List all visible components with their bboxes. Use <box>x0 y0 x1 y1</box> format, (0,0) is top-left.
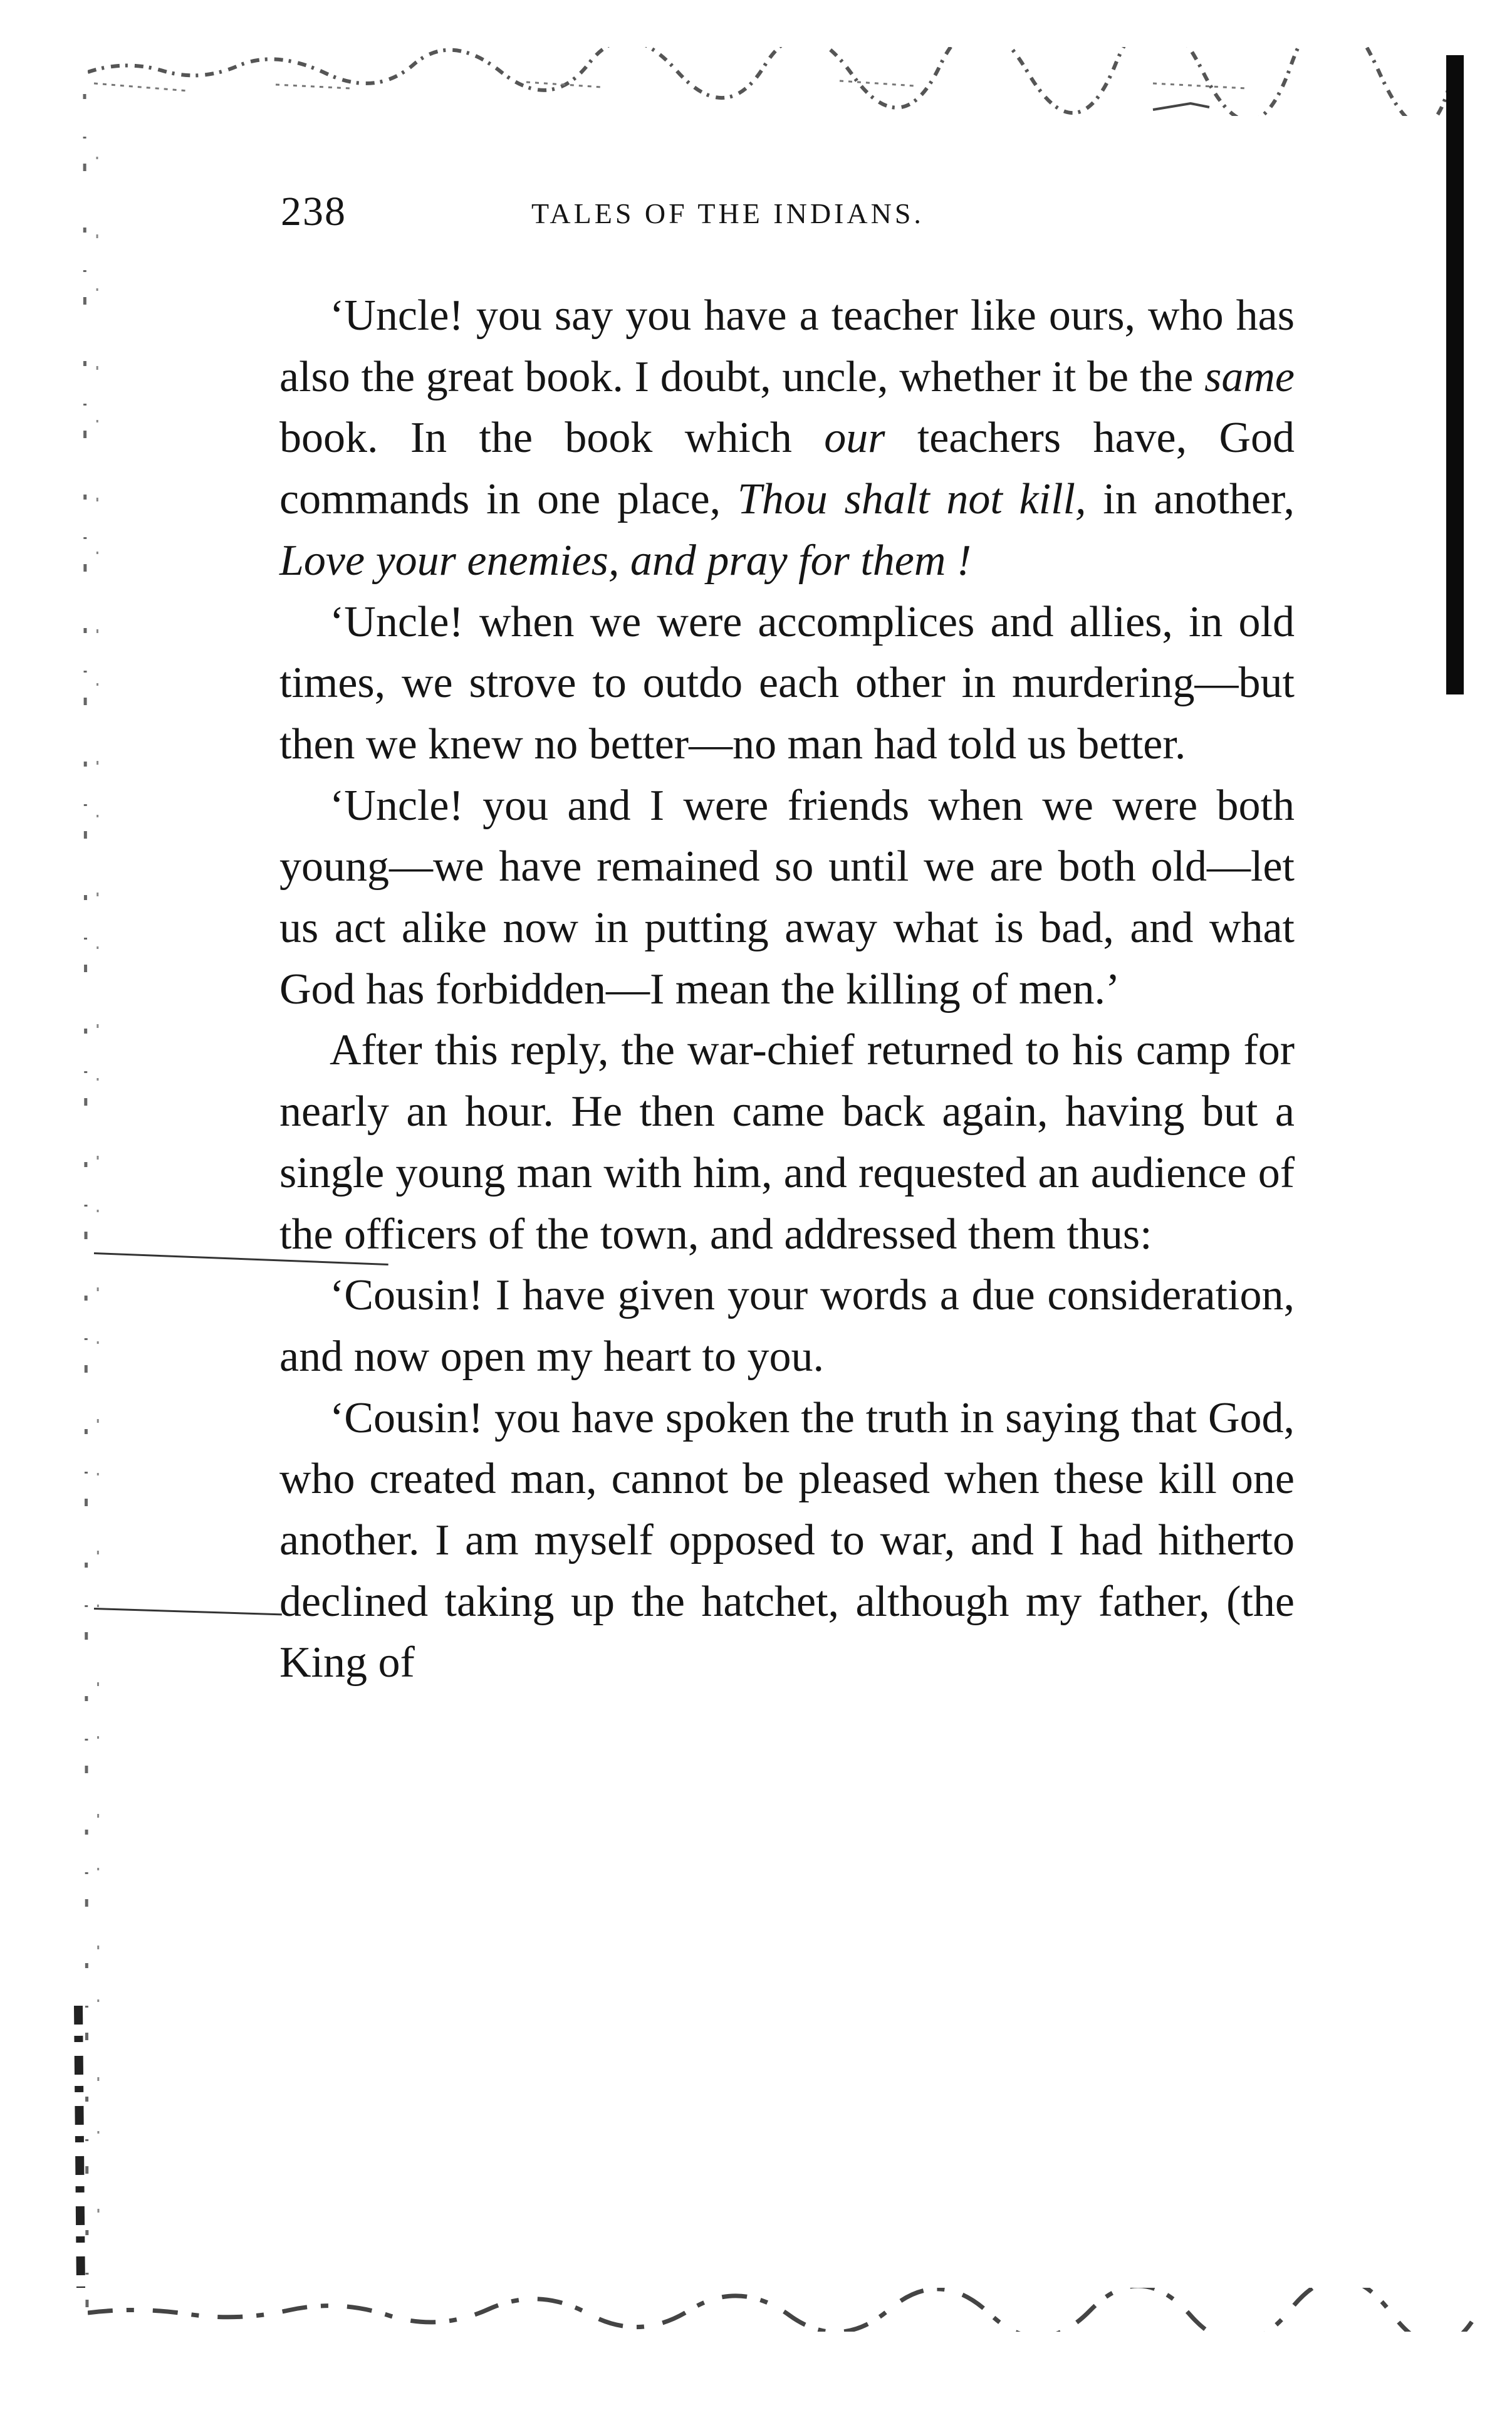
text-run: ‘Cousin! I have given your words a due consideration, and now open my heart to you. <box>279 1271 1295 1381</box>
italic-text: same <box>1204 352 1295 401</box>
paragraph <box>279 285 1295 592</box>
text-run: ‘Uncle! you say you have a teacher like ours, who has also the great book. I doubt, uncle, whether it be the <box>279 291 1295 401</box>
scan-edge-top <box>88 47 1454 116</box>
scan-spine-shadow <box>1446 55 1464 694</box>
scan-stray-line <box>94 1608 282 1615</box>
italic-text: Love your enemies, and pray for them ! <box>279 536 972 585</box>
running-title: TALES OF THE INDIANS. <box>531 197 924 229</box>
text-run: After this reply, the war-chief returned to his camp for nearly an hour. He then came back again, having but a single young man with him, and requested an audience of the officers of the town, and addressed them thus: <box>279 1026 1295 1259</box>
paragraph <box>279 1265 1295 1387</box>
paragraph <box>279 592 1295 775</box>
text-run: book. In the book which <box>279 414 825 463</box>
text-run: in another, <box>1086 475 1295 524</box>
scan-edge-bottom <box>88 2288 1479 2332</box>
italic-text: our <box>824 414 885 463</box>
body-text <box>279 285 1295 1694</box>
paragraph <box>279 775 1295 1020</box>
paragraph <box>279 1020 1295 1265</box>
italic-text: Thou shalt not kill, <box>737 475 1087 524</box>
text-run: ‘Cousin! you have spoken the truth in saying that God, who created man, cannot be pleased when these kill one another. I am myself opposed to war, and I had hitherto declined taking up the hatchet, although my father, (the King of <box>279 1393 1295 1687</box>
paragraph <box>279 1388 1295 1694</box>
page-number: 238 <box>281 189 347 234</box>
text-run: ‘Uncle! when we were accomplices and allies, in old times, we strove to outdo each other in murdering—but then we knew no better—no man had told us better. <box>279 597 1295 768</box>
running-head <box>281 188 1346 244</box>
scan-edge-left <box>60 94 116 2325</box>
text-run: teachers have, God commands in one place, <box>279 414 1295 524</box>
text-run: ‘Uncle! you and I were friends when we were both young—we have remained so until we are both old—let us act alike now in putting away what is bad, and what God has forbidden—I mean the killing of men.’ <box>279 781 1295 1014</box>
